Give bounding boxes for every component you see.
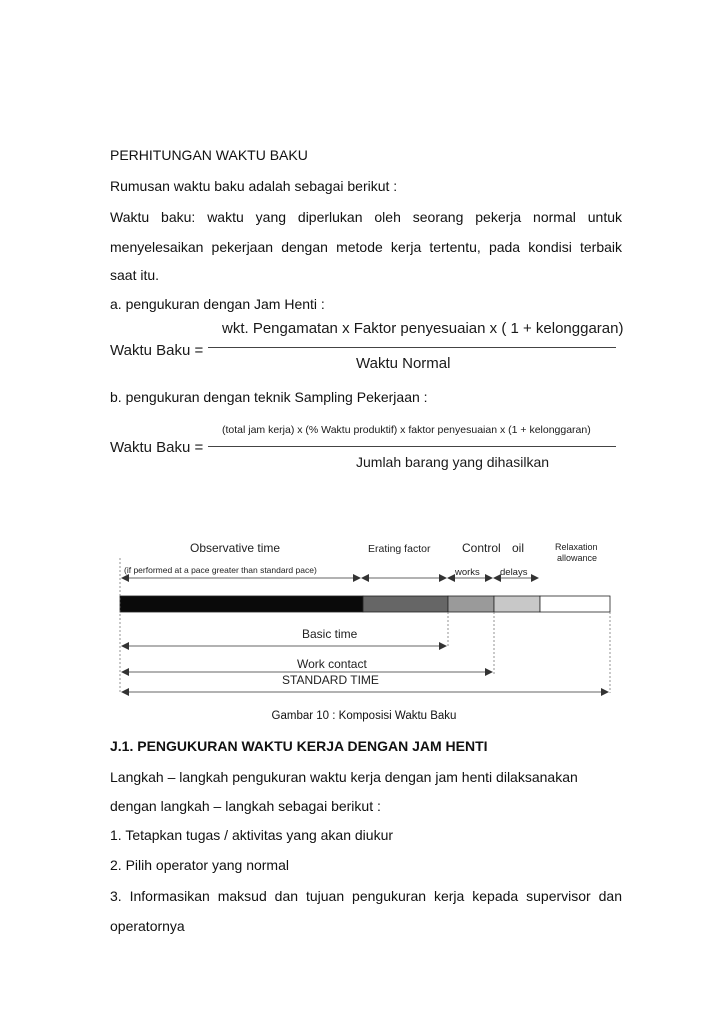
formula-a-denominator: Waktu Normal	[356, 355, 451, 372]
definition-line-1: Waktu baku: waktu yang diperlukan oleh seorang pekerja normal untuk	[110, 209, 622, 225]
formula-b-fraction-bar	[208, 446, 616, 447]
step-2: 2. Pilih operator yang normal	[110, 857, 289, 873]
section-intro-line-1: Langkah – langkah pengukuran waktu kerja dengan jam henti dilaksanakan	[110, 769, 578, 785]
bar-segment-rating	[363, 596, 448, 612]
formula-b-numerator: (total jam kerja) x (% Waktu produktif) x faktor penyesuaian x (1 + kelonggaran)	[222, 424, 591, 436]
rating-label: Erating factor	[368, 543, 431, 555]
step-1: 1. Tetapkan tugas / aktivitas yang akan diukur	[110, 827, 394, 843]
formula-b-denominator: Jumlah barang yang dihasilkan	[356, 454, 550, 470]
formula-a-numerator: wkt. Pengamatan x Faktor penyesuaian x ( 1 + kelonggaran)	[222, 320, 624, 337]
page-heading: PERHITUNGAN WAKTU BAKU	[110, 147, 308, 163]
control-label: Control	[462, 541, 501, 555]
bar-segment-observative	[120, 596, 363, 612]
section-intro-line-2: dengan langkah – langkah sebagai berikut :	[110, 798, 381, 814]
bar-segment-works	[448, 596, 494, 612]
formula-a	[110, 318, 624, 378]
formula-b-lhs: Waktu Baku =	[110, 439, 204, 456]
intro-text: Rumusan waktu baku adalah sebagai berikut :	[110, 178, 398, 194]
basic-time-label: Basic time	[302, 627, 358, 641]
step-3-continued: operatornya	[110, 918, 185, 934]
relaxation-label-line-1: Relaxation	[555, 542, 598, 552]
oil-label: oil	[512, 541, 525, 555]
item-b: b. pengukuran dengan teknik Sampling Pekerjaan :	[110, 389, 428, 405]
item-a: a. pengukuran dengan Jam Henti :	[110, 296, 325, 312]
formula-a-fraction-bar	[208, 347, 616, 348]
observative-note: (if performed at a pace greater than standard pace)	[124, 565, 317, 575]
formula-b	[110, 420, 620, 476]
observative-title: Observative time	[190, 541, 281, 555]
figure-caption: Gambar 10 : Komposisi Waktu Baku	[271, 710, 457, 722]
delays-label: delays	[500, 567, 528, 578]
definition-line-3: saat itu.	[110, 267, 160, 283]
formula-a-lhs: Waktu Baku =	[110, 342, 204, 359]
step-3: 3. Informasikan maksud dan tujuan pengukuran kerja kepada supervisor dan	[110, 888, 622, 904]
section-title: J.1. PENGUKURAN WAKTU KERJA DENGAN JAM HENTI	[110, 738, 488, 754]
works-label: works	[455, 567, 480, 578]
bar-segment-relaxation	[540, 596, 610, 612]
bar-segment-delays	[494, 596, 540, 612]
work-contact-label: Work contact	[297, 657, 367, 671]
relaxation-label-line-2: allowance	[557, 553, 598, 563]
standard-time-label: STANDARD TIME	[282, 673, 379, 687]
definition-line-2: menyelesaikan pekerjaan dengan metode kerja tertentu, pada kondisi terbaik	[110, 239, 622, 255]
standard-time-diagram	[112, 528, 622, 703]
